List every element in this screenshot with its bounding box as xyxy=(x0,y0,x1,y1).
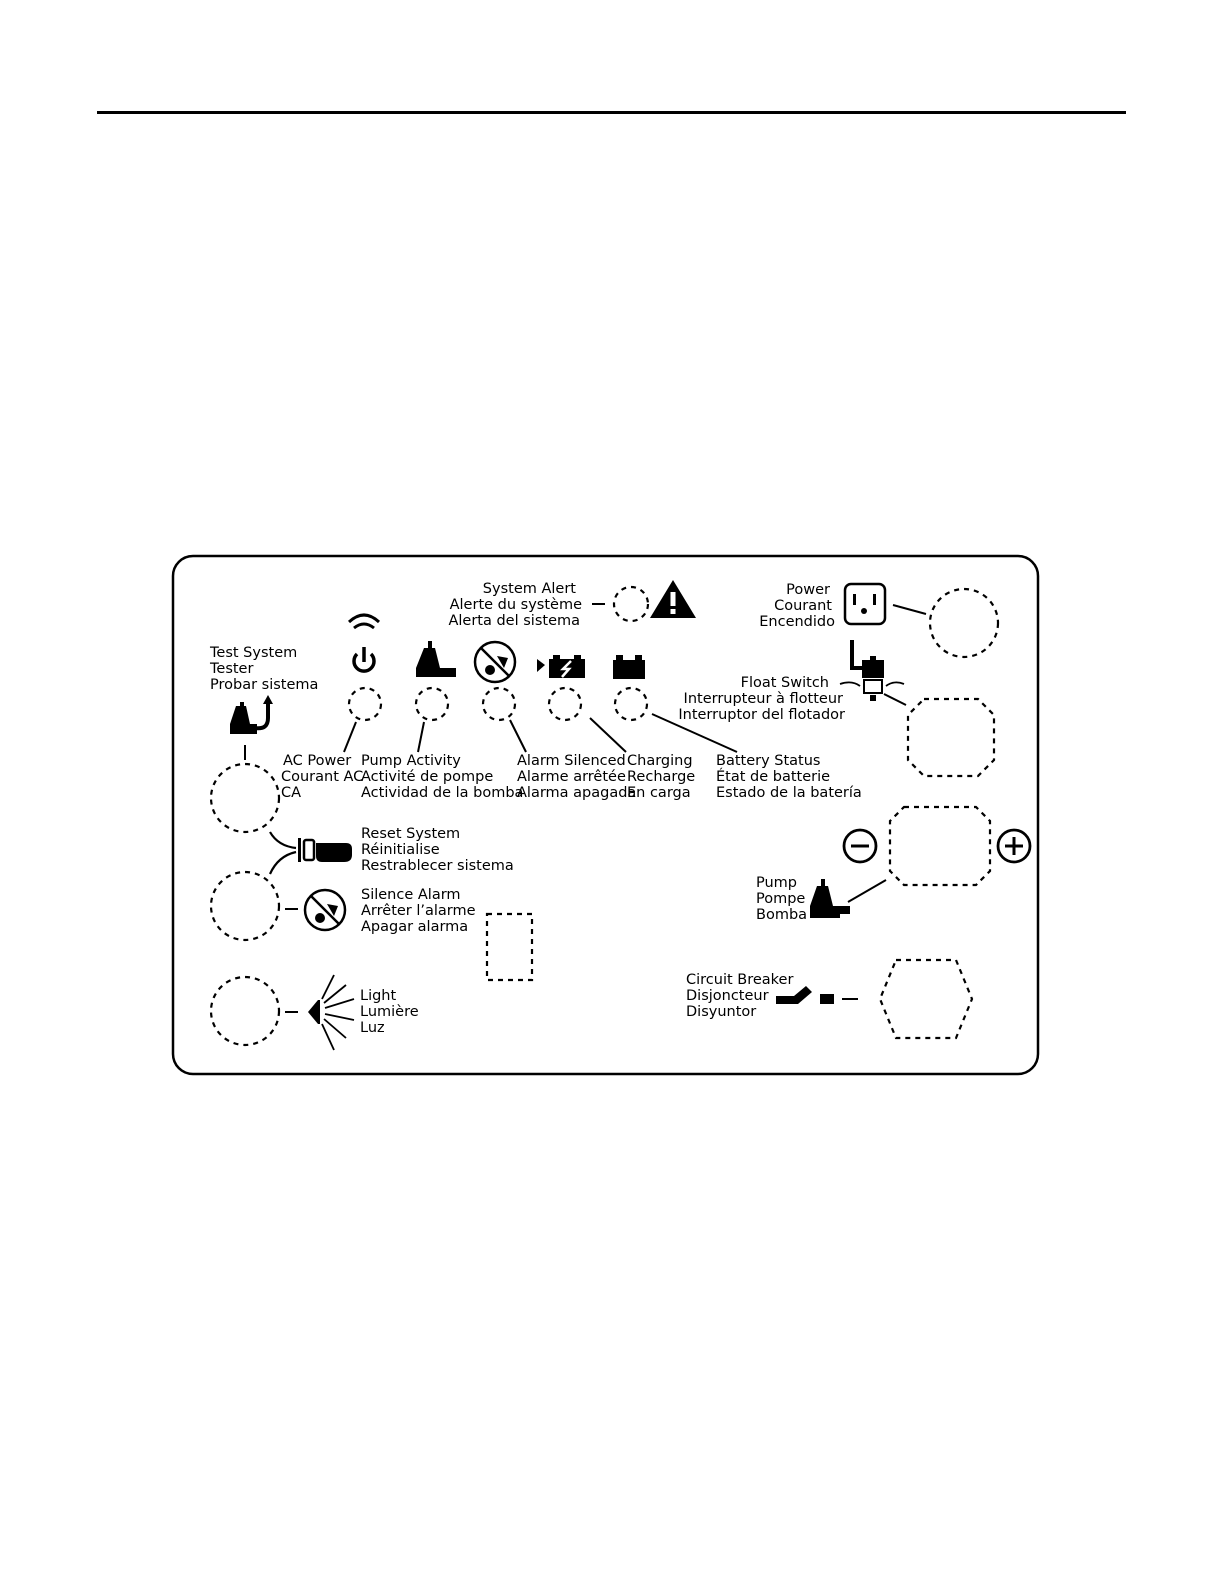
label-circuit-breaker-en: Circuit Breaker xyxy=(686,972,794,988)
label-circuit-breaker-es: Disyuntor xyxy=(686,1004,757,1020)
label-light-en: Light xyxy=(360,988,397,1004)
label-silence-alarm-es: Apagar alarma xyxy=(361,919,469,935)
circuit-breaker-icon xyxy=(776,986,834,1004)
reset-connector-lines xyxy=(270,832,296,874)
label-battery-status-es: Estado de la batería xyxy=(716,785,862,801)
battery-icon xyxy=(613,655,645,679)
label-test-system-fr: Tester xyxy=(210,661,254,677)
alarm-off-icon xyxy=(305,890,345,930)
label-ac-power-fr: Courant AC xyxy=(281,769,364,785)
label-alarm-silenced-fr: Alarme arrêtée xyxy=(517,769,626,785)
label-float-switch-en: Float Switch xyxy=(740,675,829,691)
label-light-fr: Lumière xyxy=(360,1004,419,1020)
label-reset-system-en: Reset System xyxy=(361,826,461,842)
label-power-es: Encendido xyxy=(759,614,835,630)
label-charging-fr: Recharge xyxy=(627,769,696,785)
sump-pump-icon xyxy=(810,879,850,918)
label-reset-system-es: Restrablecer sistema xyxy=(361,858,514,874)
leader-line xyxy=(418,722,424,752)
label-power-en: Power xyxy=(786,582,830,598)
label-charging-es: En carga xyxy=(627,785,691,801)
battery-status-led xyxy=(615,688,647,720)
pump-activity-led xyxy=(416,688,448,720)
label-pump-activity-es: Actividad de la bomba xyxy=(361,785,524,801)
label-system-alert-fr: Alerte du système xyxy=(449,597,582,613)
panel-outline xyxy=(173,556,1038,1074)
circuit-breaker-socket xyxy=(880,960,972,1038)
leader-line xyxy=(884,694,906,705)
label-pump-es: Bomba xyxy=(756,907,808,923)
label-reset-system-fr: Réinitialise xyxy=(361,842,440,858)
label-battery-status-fr: État de batterie xyxy=(716,769,831,785)
label-alarm-silenced-es: Alarma apagada xyxy=(517,785,637,801)
pump-terminal-socket xyxy=(890,807,990,885)
leader-line xyxy=(510,720,526,752)
battery-charging-icon xyxy=(537,655,585,678)
sump-pump-icon xyxy=(416,641,456,677)
label-test-system-en: Test System xyxy=(210,645,298,661)
power-switch-socket xyxy=(930,589,998,657)
label-system-alert-en: System Alert xyxy=(482,581,576,597)
label-circuit-breaker-fr: Disjoncteur xyxy=(686,988,769,1004)
label-charging-en: Charging xyxy=(627,753,693,769)
label-pump-en: Pump xyxy=(756,875,798,891)
label-alarm-silenced-en: Alarm Silenced xyxy=(517,753,626,769)
minus-icon xyxy=(844,830,876,862)
sump-pump-test-icon xyxy=(230,695,273,734)
leader-line xyxy=(893,605,926,614)
label-system-alert-es: Alerta del sistema xyxy=(448,613,580,629)
test-system-button[interactable] xyxy=(211,764,279,832)
ac-power-led xyxy=(349,688,381,720)
float-switch-icon xyxy=(840,640,904,701)
label-pump-activity-fr: Activité de pompe xyxy=(361,769,494,785)
label-float-switch-fr: Interrupteur à flotteur xyxy=(683,691,843,707)
label-silence-alarm-en: Silence Alarm xyxy=(361,887,461,903)
light-icon xyxy=(308,975,354,1050)
label-silence-alarm-fr: Arrêter l’alarme xyxy=(361,903,476,919)
light-button[interactable] xyxy=(211,977,279,1045)
alarm-silenced-led xyxy=(483,688,515,720)
label-power-fr: Courant xyxy=(774,598,832,614)
label-pump-activity-en: Pump Activity xyxy=(361,753,461,769)
label-float-switch-es: Interruptor del flotador xyxy=(678,707,845,723)
warning-triangle-icon xyxy=(650,580,696,618)
center-rectangle-socket xyxy=(487,914,532,980)
system-alert-led xyxy=(614,587,648,621)
charging-led xyxy=(549,688,581,720)
power-symbol-icon xyxy=(349,615,379,671)
label-battery-status-en: Battery Status xyxy=(716,753,821,769)
label-test-system-es: Probar sistema xyxy=(210,677,319,693)
float-switch-socket xyxy=(908,699,994,776)
label-light-es: Luz xyxy=(360,1020,385,1036)
power-outlet-icon xyxy=(845,584,885,624)
leader-line xyxy=(590,718,626,752)
label-pump-fr: Pompe xyxy=(756,891,806,907)
pointing-hand-icon xyxy=(298,838,352,862)
leader-line xyxy=(848,880,886,902)
alarm-off-icon xyxy=(475,642,515,682)
label-ac-power-es: CA xyxy=(281,785,302,801)
plus-icon xyxy=(998,830,1030,862)
silence-alarm-button[interactable] xyxy=(211,872,279,940)
leader-line xyxy=(344,722,356,752)
label-ac-power-en: AC Power xyxy=(283,753,352,769)
